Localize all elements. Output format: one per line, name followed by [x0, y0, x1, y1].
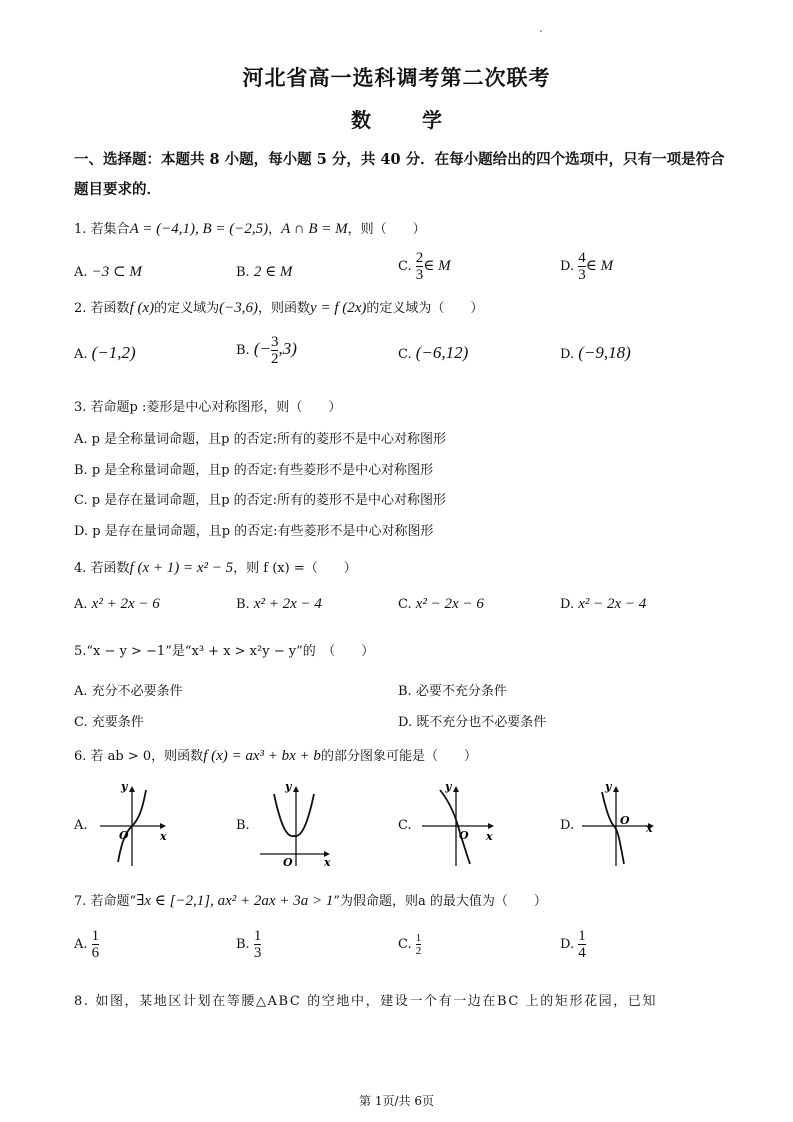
y-axis-label: y [121, 782, 128, 793]
option-label: B. [236, 597, 250, 612]
numerator: 3 [270, 334, 279, 350]
option-text: x² + 2x − 6 [91, 596, 160, 612]
option-d [560, 928, 586, 961]
y-axis-label: y [605, 782, 612, 793]
option-label: D. [560, 259, 575, 274]
x-axis-label: x [160, 830, 167, 843]
option-b [398, 680, 507, 699]
option-text: 充要条件 [91, 715, 144, 730]
option-text: −3 ⊂ M [91, 264, 142, 280]
option-text: (− [253, 339, 271, 358]
denominator: 3 [415, 267, 424, 283]
origin-label: O [620, 814, 630, 827]
x-axis-arrow [488, 823, 494, 829]
option-b [236, 596, 322, 613]
option-text: p 是存在量词命题，且p 的否定:所有的菱形不是中心对称图形 [91, 493, 447, 508]
option-c [398, 250, 451, 283]
question-7 [74, 890, 547, 910]
option-label: B. [236, 937, 250, 952]
option-a [74, 596, 160, 613]
option-label: B. [236, 265, 250, 280]
option-label: A. [74, 265, 88, 280]
function-curve [602, 792, 624, 864]
option-label: D. [560, 937, 575, 952]
option-label: A. [74, 432, 88, 447]
option-text: 既不充分也不必要条件 [416, 715, 547, 730]
option-label: B. [398, 684, 412, 699]
option-label: A. [74, 937, 88, 952]
option-b [74, 459, 433, 478]
option-c [74, 489, 446, 508]
option-text: p 是全称量词命题，且p 的否定:有些菱形不是中心对称图形 [91, 463, 434, 478]
option-b [236, 262, 292, 281]
graph-option-label-c: C. [398, 818, 412, 833]
fraction [578, 250, 586, 283]
question-text: 的定义域为（ ） [366, 301, 484, 316]
denominator: 6 [91, 945, 100, 961]
option-text: 必要不充分条件 [415, 684, 507, 699]
origin-label: O [119, 829, 129, 842]
function-curve [440, 790, 470, 864]
question-text: “x − y > −1”是“x³ + x > x²y − y”的 （ ） [86, 644, 375, 659]
option-label: C. [74, 493, 88, 508]
option-label: C. [398, 937, 412, 952]
graph-b [256, 782, 336, 867]
option-text: ∈ M [423, 258, 451, 274]
question-5 [74, 640, 374, 659]
math-expr: f (x) = ax³ + bx + b [203, 748, 321, 764]
option-text: ∈ M [585, 258, 614, 274]
numerator: 1 [91, 928, 100, 944]
graph-option-label-d: D. [560, 818, 575, 833]
option-d [560, 250, 613, 283]
math-expr: y = f (2x) [310, 300, 367, 316]
option-a [74, 928, 99, 961]
question-4 [74, 557, 357, 577]
denominator: 4 [578, 945, 586, 961]
question-text: 的部分图象可能是（ ） [320, 749, 477, 764]
option-text: ,3) [278, 339, 297, 358]
option-text: 2 ∈ M [253, 264, 293, 280]
function-curve [274, 794, 314, 836]
option-d [560, 343, 631, 363]
question-number: 2. [74, 301, 87, 316]
option-label: D. [560, 597, 575, 612]
option-b [236, 928, 261, 961]
option-text: 充分不必要条件 [91, 684, 183, 699]
option-label: D. [74, 524, 89, 539]
fraction [578, 928, 586, 961]
option-label: B. [74, 463, 88, 478]
numerator: 1 [578, 928, 586, 944]
fraction [254, 928, 262, 961]
question-number: 8. [74, 994, 90, 1009]
question-text: ， [268, 222, 282, 237]
question-number: 7. [74, 894, 87, 909]
question-text: 如图，某地区计划在等腰△ABC 的空地中，建设一个有一边在BC 上的矩形花园，已知 [95, 994, 658, 1009]
option-text: x² + 2x − 4 [253, 596, 322, 612]
fraction [92, 928, 100, 961]
option-a [74, 343, 136, 363]
option-b [236, 334, 297, 367]
math-expr: ∃x ∈ [−2,1], ax² + 2ax + 3a > 1 [136, 893, 334, 909]
question-number: 5. [74, 644, 87, 659]
option-label: A. [74, 597, 88, 612]
origin-label: O [459, 829, 469, 842]
y-axis-label: y [445, 782, 452, 793]
option-text: (−1,2) [91, 343, 136, 362]
option-d [560, 596, 646, 613]
y-axis-arrow [453, 786, 459, 792]
question-text: ”为假命题，则a 的最大值为（ ） [333, 894, 547, 909]
math-expr: (−3,6) [219, 300, 259, 316]
subject-title: 数 学 [351, 108, 464, 132]
question-text: ，则 f (x) =（ ） [233, 561, 357, 576]
denominator: 2 [415, 945, 422, 957]
option-c [398, 343, 468, 363]
option-label: C. [398, 347, 412, 362]
denominator: 2 [270, 351, 279, 367]
question-text: 若 ab > 0，则函数 [90, 749, 204, 764]
option-text: x² − 2x − 6 [415, 596, 484, 612]
numerator: 1 [253, 928, 262, 944]
x-axis-arrow [160, 823, 166, 829]
question-text: 若函数 [90, 301, 130, 316]
option-label: C. [398, 259, 412, 274]
y-axis-arrow [293, 786, 299, 792]
question-number: 3. [74, 400, 87, 415]
question-text: 若集合 [90, 222, 130, 237]
option-label: C. [398, 597, 412, 612]
question-1 [74, 218, 426, 238]
option-text: x² − 2x − 4 [578, 596, 647, 612]
fraction [416, 932, 422, 957]
option-c [398, 596, 484, 613]
question-text: ，则（ ） [347, 222, 426, 237]
math-expr: f (x + 1) = x² − 5 [129, 560, 234, 576]
question-2 [74, 297, 483, 317]
y-axis-label: y [285, 782, 292, 793]
option-text: p 是存在量词命题，且p 的否定:有些菱形不是中心对称图形 [92, 524, 434, 539]
numerator: 1 [415, 932, 422, 944]
option-label: C. [74, 715, 88, 730]
option-text: p 是全称量词命题，且p 的否定:所有的菱形不是中心对称图形 [91, 432, 446, 447]
graph-option-label-b: B. [236, 818, 250, 833]
section-heading: 一、选择题：本题共 8 小题，每小题 5 分，共 40 分．在每小题给出的四个选项中，只有一项是符合题目要求的． [74, 151, 725, 198]
option-c [398, 932, 421, 957]
denominator: 3 [253, 945, 262, 961]
origin-label: O [283, 856, 293, 867]
option-c [74, 711, 144, 730]
scan-dot [540, 30, 542, 32]
option-text: (−6,12) [415, 343, 469, 362]
page-title: 河北省高一选科调考第二次联考 [242, 65, 551, 90]
option-label: A. [74, 347, 88, 362]
graph-a [100, 782, 170, 867]
option-d [74, 520, 434, 539]
y-axis-arrow [613, 786, 619, 792]
numerator: 2 [415, 250, 424, 266]
question-6 [74, 745, 477, 765]
option-a [74, 680, 183, 699]
graph-option-label-a: A. [74, 818, 88, 833]
graph-d [580, 782, 660, 867]
math-expr: f (x) [129, 300, 155, 316]
question-text: 若命题“ [90, 894, 137, 909]
option-text: (−9,18) [578, 343, 631, 362]
question-number: 4. [74, 561, 87, 576]
graph-c [420, 782, 500, 867]
question-text: ，则函数 [258, 301, 311, 316]
option-label: D. [398, 715, 413, 730]
option-d [398, 711, 546, 730]
page-footer: 第 1页/共 6页 [359, 1094, 434, 1108]
question-number: 6. [74, 749, 87, 764]
math-expr: A ∩ B = M [281, 221, 348, 237]
x-axis-label: x [646, 822, 653, 835]
y-axis-arrow [129, 786, 135, 792]
question-number: 1. [74, 222, 87, 237]
option-a [74, 428, 446, 447]
option-label: A. [74, 684, 88, 699]
option-label: D. [560, 347, 575, 362]
question-text: 若函数 [90, 561, 130, 576]
question-text: 的定义域为 [154, 301, 220, 316]
question-3 [74, 396, 341, 415]
question-8 [74, 990, 657, 1009]
question-text: 若命题p :菱形是中心对称图形，则（ ） [90, 400, 342, 415]
option-label: B. [236, 343, 250, 358]
x-axis-label: x [486, 830, 493, 843]
x-axis-label: x [324, 856, 331, 867]
math-expr: A = (−4,1), B = (−2,5) [129, 221, 269, 237]
numerator: 4 [578, 250, 586, 266]
denominator: 3 [578, 267, 586, 283]
option-a [74, 262, 142, 281]
